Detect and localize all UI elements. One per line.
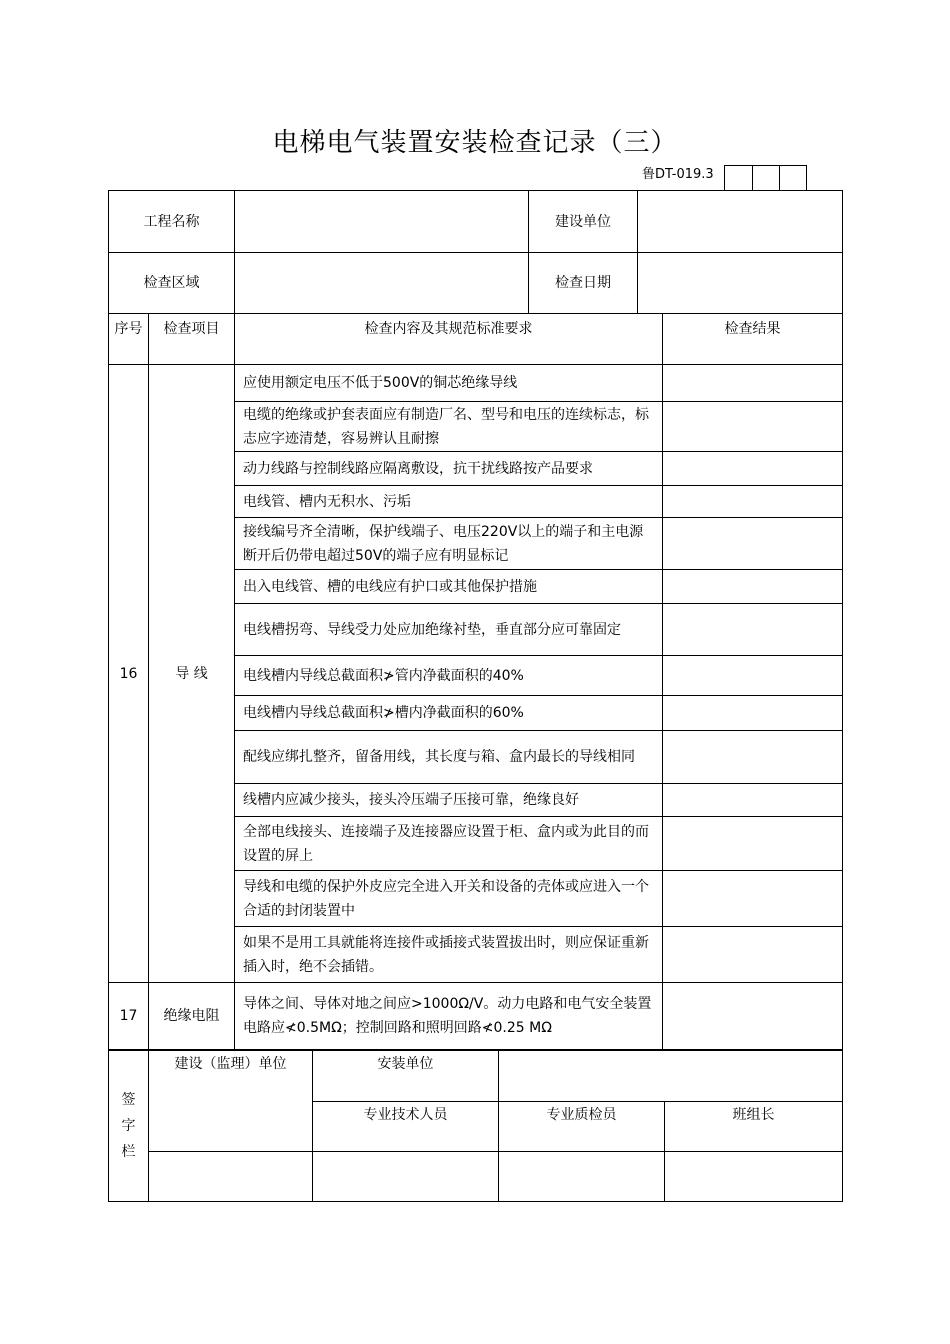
requirement-text: 导体之间、导体对地之间应>1000Ω/V。动力电路和电气安全装置电路应≮0.5MΩ；控制回路和照明回路≮0.25 MΩ [235,983,663,1050]
requirement-text: 线槽内应减少接头，接头冷压端子压接可靠，绝缘良好 [235,784,663,817]
inspection-date-label: 检查日期 [529,253,638,314]
supervisor-unit-label: 建设（监理）单位 [149,1051,313,1152]
signature-table [108,1050,843,1202]
requirement-text: 应使用额定电压不低于500V的铜芯绝缘导线 [235,365,663,402]
code-box[interactable] [725,166,752,191]
inspection-area-label: 检查区域 [109,253,235,314]
team-leader-signature-field[interactable] [665,1152,843,1202]
requirement-text: 出入电线管、槽的电线应有护口或其他保护措施 [235,570,663,604]
form-code: 鲁DT-019.3 [642,167,714,182]
code-box[interactable] [779,166,806,191]
result-cell[interactable] [663,731,843,784]
form-code-boxes [724,165,807,191]
col-header-item: 检查项目 [149,314,235,365]
requirement-text: 动力线路与控制线路应隔离敷设，抗干扰线路按产品要求 [235,452,663,486]
qc-inspector-signature-field[interactable] [499,1152,665,1202]
inspection-table [108,190,843,1050]
requirement-text: 如果不是用工具就能将连接件或插接式装置拔出时，则应保证重新插入时，绝不会插错。 [235,927,663,983]
installer-unit-field[interactable] [499,1051,843,1102]
result-cell[interactable] [663,696,843,731]
requirement-text: 电线槽拐弯、导线受力处应加绝缘衬垫，垂直部分应可靠固定 [235,604,663,656]
tech-staff-signature-field[interactable] [313,1152,499,1202]
result-cell[interactable] [663,365,843,402]
project-name-label: 工程名称 [109,191,235,253]
section-17-seq: 17 [109,983,149,1050]
col-header-content: 检查内容及其规范标准要求 [235,314,663,365]
result-cell[interactable] [663,871,843,927]
requirement-text: 全部电线接头、连接端子及连接器应设置于柜、盒内或为此目的而设置的屏上 [235,817,663,871]
section-16-item: 导 线 [149,365,235,983]
requirement-text: 电线槽内导线总截面积≯槽内净截面积的60% [235,696,663,731]
result-cell[interactable] [663,604,843,656]
result-cell[interactable] [663,402,843,452]
inspection-date-field[interactable] [638,253,843,314]
installer-unit-label: 安装单位 [313,1051,499,1102]
result-cell[interactable] [663,570,843,604]
result-cell[interactable] [663,927,843,983]
requirement-text: 接线编号齐全清晰，保护线端子、电压220V以上的端子和主电源断开后仍带电超过50V的端子应有明显标记 [235,518,663,570]
result-cell[interactable] [663,817,843,871]
signature-label-text: 签字栏 [121,1092,136,1160]
requirement-text: 导线和电缆的保护外皮应完全进入开关和设备的壳体或应进入一个合适的封闭装置中 [235,871,663,927]
col-header-result: 检查结果 [663,314,843,365]
requirement-text: 电线管、槽内无积水、污垢 [235,486,663,518]
project-name-field[interactable] [235,191,529,253]
code-box[interactable] [752,166,779,191]
section-17-item: 绝缘电阻 [149,983,235,1050]
col-header-seq: 序号 [109,314,149,365]
result-cell[interactable] [663,486,843,518]
supervisor-signature-field[interactable] [149,1152,313,1202]
result-cell[interactable] [663,656,843,696]
inspection-area-field[interactable] [235,253,529,314]
requirement-text: 电线槽内导线总截面积≯管内净截面积的40% [235,656,663,696]
result-cell[interactable] [663,518,843,570]
qc-inspector-label: 专业质检员 [499,1102,665,1152]
result-cell[interactable] [663,983,843,1050]
document-title: 电梯电气装置安装检查记录（三） [272,128,678,158]
requirement-text: 电缆的绝缘或护套表面应有制造厂名、型号和电压的连续标志，标志应字迹清楚，容易辨认且耐擦 [235,402,663,452]
result-cell[interactable] [663,784,843,817]
team-leader-label: 班组长 [665,1102,843,1152]
construction-unit-field[interactable] [638,191,843,253]
requirement-text: 配线应绑扎整齐，留备用线，其长度与箱、盒内最长的导线相同 [235,731,663,784]
signature-label [109,1051,149,1202]
tech-staff-label: 专业技术人员 [313,1102,499,1152]
result-cell[interactable] [663,452,843,486]
construction-unit-label: 建设单位 [529,191,638,253]
section-16-seq: 16 [109,365,149,983]
